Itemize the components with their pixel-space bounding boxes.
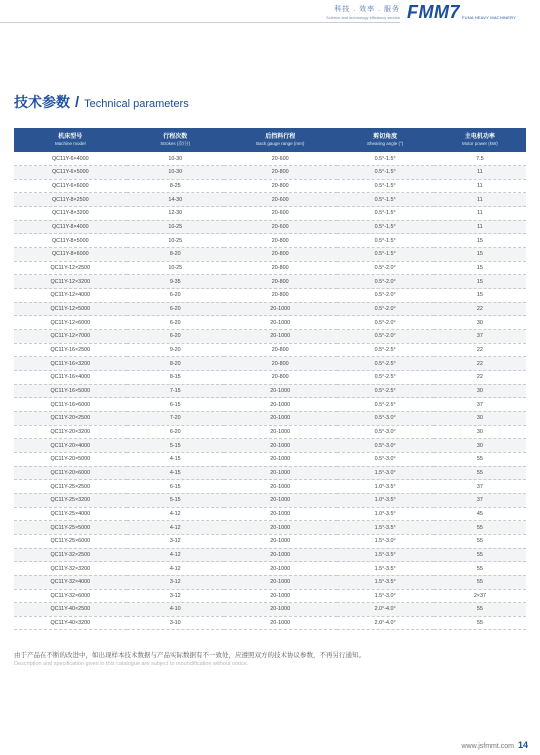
cell-strokes: 4-12	[127, 507, 224, 521]
cell-shearing-angle: 1.0°-3.5°	[337, 507, 434, 521]
cell-machine-model: QC11Y-12×2500	[14, 261, 127, 275]
cell-motor-power: 55	[434, 548, 526, 562]
page-footer	[461, 740, 528, 750]
cell-machine-model: QC11Y-25×4000	[14, 507, 127, 521]
technical-parameters-table	[14, 128, 526, 630]
cell-machine-model: QC11Y-40×2500	[14, 603, 127, 617]
cell-shearing-angle: 0.5°-1.5°	[337, 193, 434, 207]
cell-machine-model: QC11Y-6×6000	[14, 179, 127, 193]
table-row	[14, 616, 526, 630]
cell-back-gauge: 20-1000	[224, 534, 337, 548]
cell-motor-power: 45	[434, 507, 526, 521]
cell-shearing-angle: 1.5°-3.0°	[337, 466, 434, 480]
cell-machine-model: QC11Y-16×4000	[14, 371, 127, 385]
col-header-cn: 行程次数	[163, 134, 188, 140]
cell-motor-power: 55	[434, 466, 526, 480]
cell-strokes: 8-25	[127, 179, 224, 193]
cell-motor-power: 11	[434, 207, 526, 221]
table-row	[14, 521, 526, 535]
table-row	[14, 534, 526, 548]
col-header-en: Machine model	[55, 141, 86, 146]
cell-strokes: 3-10	[127, 616, 224, 630]
cell-strokes: 6-15	[127, 480, 224, 494]
cell-strokes: 3-12	[127, 589, 224, 603]
cell-machine-model: QC11Y-6×4000	[14, 152, 127, 166]
cell-shearing-angle: 0.5°-3.0°	[337, 411, 434, 425]
cell-strokes: 5-15	[127, 493, 224, 507]
table-body	[14, 152, 526, 630]
cell-motor-power: 55	[434, 616, 526, 630]
table-row	[14, 357, 526, 371]
cell-back-gauge: 20-1000	[224, 316, 337, 330]
cell-back-gauge: 20-1000	[224, 589, 337, 603]
cell-machine-model: QC11Y-6×5000	[14, 166, 127, 180]
cell-shearing-angle: 1.0°-3.5°	[337, 480, 434, 494]
cell-machine-model: QC11Y-32×3200	[14, 562, 127, 576]
page-title-slash: /	[75, 94, 80, 111]
cell-strokes: 14-30	[127, 193, 224, 207]
cell-back-gauge: 20-600	[224, 193, 337, 207]
cell-machine-model: QC11Y-12×5000	[14, 302, 127, 316]
cell-strokes: 10-30	[127, 166, 224, 180]
table-row	[14, 452, 526, 466]
cell-motor-power: 37	[434, 330, 526, 344]
cell-strokes: 10-25	[127, 261, 224, 275]
table-row	[14, 261, 526, 275]
page-title-cn: 技术参数	[14, 94, 70, 110]
cell-strokes: 4-15	[127, 452, 224, 466]
cell-machine-model: QC11Y-32×6000	[14, 589, 127, 603]
cell-shearing-angle: 0.5°-2.0°	[337, 330, 434, 344]
cell-motor-power: 22	[434, 302, 526, 316]
cell-shearing-angle: 1.5°-3.0°	[337, 589, 434, 603]
cell-back-gauge: 20-1000	[224, 521, 337, 535]
cell-shearing-angle: 1.5°-3.0°	[337, 534, 434, 548]
cell-motor-power: 55	[434, 521, 526, 535]
table-row	[14, 466, 526, 480]
cell-motor-power: 22	[434, 343, 526, 357]
cell-machine-model: QC11Y-8×2500	[14, 193, 127, 207]
cell-machine-model: QC11Y-20×6000	[14, 466, 127, 480]
cell-strokes: 12-30	[127, 207, 224, 221]
cell-back-gauge: 20-1000	[224, 480, 337, 494]
cell-shearing-angle: 0.5°-1.5°	[337, 234, 434, 248]
cell-back-gauge: 20-800	[224, 289, 337, 303]
cell-back-gauge: 20-1000	[224, 493, 337, 507]
cell-back-gauge: 20-1000	[224, 548, 337, 562]
cell-machine-model: QC11Y-12×4000	[14, 289, 127, 303]
cell-shearing-angle: 0.5°-2.5°	[337, 357, 434, 371]
cell-back-gauge: 20-1000	[224, 575, 337, 589]
cell-back-gauge: 20-1000	[224, 384, 337, 398]
disclaimer-en: Description and specification given in this catalogue are subject to moundification without notice.	[14, 661, 249, 667]
table-row	[14, 603, 526, 617]
page-number: 14	[517, 740, 528, 750]
cell-strokes: 5-15	[127, 439, 224, 453]
cell-back-gauge: 20-1000	[224, 466, 337, 480]
cell-machine-model: QC11Y-20×2500	[14, 411, 127, 425]
cell-motor-power: 11	[434, 166, 526, 180]
cell-machine-model: QC11Y-16×5000	[14, 384, 127, 398]
cell-machine-model: QC11Y-32×4000	[14, 575, 127, 589]
table-row	[14, 507, 526, 521]
table-row	[14, 548, 526, 562]
cell-strokes: 8-20	[127, 248, 224, 262]
col-header-cn: 后挡料行程	[265, 134, 296, 140]
col-header-en: Shearing angle (°)	[366, 141, 404, 146]
table-row	[14, 207, 526, 221]
table-row	[14, 220, 526, 234]
cell-shearing-angle: 1.5°-3.5°	[337, 548, 434, 562]
cell-strokes: 8-20	[127, 357, 224, 371]
cell-strokes: 6-20	[127, 302, 224, 316]
cell-shearing-angle: 1.5°-3.5°	[337, 575, 434, 589]
cell-back-gauge: 20-1000	[224, 425, 337, 439]
cell-machine-model: QC11Y-16×2500	[14, 343, 127, 357]
cell-back-gauge: 20-800	[224, 166, 337, 180]
col-header-shearing-angle	[337, 128, 434, 152]
cell-shearing-angle: 0.5°-2.0°	[337, 261, 434, 275]
cell-back-gauge: 20-800	[224, 343, 337, 357]
cell-machine-model: QC11Y-8×4000	[14, 220, 127, 234]
col-header-machine-model	[14, 128, 127, 152]
cell-strokes: 4-12	[127, 562, 224, 576]
header-tagline	[326, 4, 400, 20]
cell-shearing-angle: 2.0°-4.0°	[337, 603, 434, 617]
tagline-en: Science and technology efficiency service	[326, 15, 400, 20]
cell-strokes: 6-20	[127, 425, 224, 439]
table-row	[14, 302, 526, 316]
cell-shearing-angle: 0.5°-3.0°	[337, 439, 434, 453]
col-header-en: Back gauge range (mm)	[256, 141, 305, 146]
cell-back-gauge: 20-1000	[224, 439, 337, 453]
table-row	[14, 398, 526, 412]
cell-machine-model: QC11Y-20×5000	[14, 452, 127, 466]
cell-motor-power: 7.5	[434, 152, 526, 166]
cell-machine-model: QC11Y-20×3200	[14, 425, 127, 439]
cell-machine-model: QC11Y-12×6000	[14, 316, 127, 330]
cell-back-gauge: 20-1000	[224, 507, 337, 521]
cell-machine-model: QC11Y-32×2500	[14, 548, 127, 562]
cell-back-gauge: 20-1000	[224, 616, 337, 630]
cell-shearing-angle: 0.5°-3.0°	[337, 425, 434, 439]
cell-motor-power: 55	[434, 534, 526, 548]
col-header-en: Strokes (次/分)	[160, 141, 191, 146]
col-header-cn: 主电机功率	[464, 134, 495, 140]
cell-shearing-angle: 0.5°-2.5°	[337, 343, 434, 357]
cell-machine-model: QC11Y-12×7000	[14, 330, 127, 344]
cell-strokes: 6-20	[127, 289, 224, 303]
cell-shearing-angle: 1.5°-3.5°	[337, 521, 434, 535]
cell-back-gauge: 20-800	[224, 275, 337, 289]
table-row	[14, 371, 526, 385]
page-title-en: Technical parameters	[84, 98, 189, 110]
table-row	[14, 330, 526, 344]
table-row	[14, 166, 526, 180]
header-rule	[0, 22, 400, 23]
cell-motor-power: 55	[434, 562, 526, 576]
table-row	[14, 193, 526, 207]
cell-machine-model: QC11Y-25×3200	[14, 493, 127, 507]
cell-motor-power: 55	[434, 452, 526, 466]
cell-motor-power: 11	[434, 193, 526, 207]
cell-motor-power: 30	[434, 411, 526, 425]
col-header-strokes	[127, 128, 224, 152]
cell-back-gauge: 20-1000	[224, 562, 337, 576]
cell-motor-power: 22	[434, 357, 526, 371]
cell-strokes: 4-12	[127, 521, 224, 535]
brand-logo: FMM7	[407, 2, 460, 22]
table-row	[14, 152, 526, 166]
cell-back-gauge: 20-600	[224, 152, 337, 166]
cell-machine-model: QC11Y-12×3200	[14, 275, 127, 289]
cell-motor-power: 15	[434, 234, 526, 248]
table-row	[14, 411, 526, 425]
cell-motor-power: 30	[434, 384, 526, 398]
cell-back-gauge: 20-800	[224, 261, 337, 275]
col-header-cn: 剪切角度	[373, 134, 398, 140]
cell-back-gauge: 20-1000	[224, 452, 337, 466]
cell-machine-model: QC11Y-8×5000	[14, 234, 127, 248]
cell-strokes: 3-12	[127, 534, 224, 548]
brand-logo-subtitle: FUNA HEAVY MACHINERY	[462, 15, 517, 20]
table-row	[14, 234, 526, 248]
table-row	[14, 316, 526, 330]
table-row	[14, 384, 526, 398]
cell-motor-power: 11	[434, 179, 526, 193]
table-header-row	[14, 128, 526, 152]
table-row	[14, 439, 526, 453]
cell-motor-power: 37	[434, 398, 526, 412]
table-row	[14, 425, 526, 439]
cell-motor-power: 30	[434, 425, 526, 439]
cell-back-gauge: 20-800	[224, 248, 337, 262]
cell-back-gauge: 20-1000	[224, 302, 337, 316]
table-row	[14, 562, 526, 576]
cell-machine-model: QC11Y-16×3200	[14, 357, 127, 371]
cell-machine-model: QC11Y-25×2500	[14, 480, 127, 494]
cell-strokes: 6-20	[127, 316, 224, 330]
website-url: www.jsfmmt.com	[461, 743, 514, 750]
cell-motor-power: 37	[434, 493, 526, 507]
cell-strokes: 4-10	[127, 603, 224, 617]
cell-back-gauge: 20-800	[224, 234, 337, 248]
cell-motor-power: 55	[434, 575, 526, 589]
col-header-en: Motor power (kW)	[462, 141, 498, 146]
cell-back-gauge: 20-600	[224, 220, 337, 234]
cell-shearing-angle: 0.5°-1.5°	[337, 152, 434, 166]
cell-back-gauge: 20-1000	[224, 330, 337, 344]
cell-shearing-angle: 0.5°-2.0°	[337, 302, 434, 316]
cell-shearing-angle: 0.5°-1.5°	[337, 220, 434, 234]
cell-machine-model: QC11Y-25×5000	[14, 521, 127, 535]
table-row	[14, 589, 526, 603]
disclaimer-note	[14, 650, 365, 667]
cell-shearing-angle: 0.5°-2.0°	[337, 275, 434, 289]
cell-strokes: 4-12	[127, 548, 224, 562]
cell-strokes: 8-15	[127, 371, 224, 385]
cell-shearing-angle: 0.5°-1.5°	[337, 248, 434, 262]
cell-back-gauge: 20-800	[224, 357, 337, 371]
table-row	[14, 493, 526, 507]
cell-shearing-angle: 1.5°-3.5°	[337, 562, 434, 576]
table-row	[14, 343, 526, 357]
page-title	[14, 92, 189, 112]
table-row	[14, 275, 526, 289]
cell-machine-model: QC11Y-20×4000	[14, 439, 127, 453]
col-header-motor-power	[434, 128, 526, 152]
cell-back-gauge: 20-800	[224, 179, 337, 193]
cell-strokes: 4-15	[127, 466, 224, 480]
cell-machine-model: QC11Y-25×6000	[14, 534, 127, 548]
cell-strokes: 7-20	[127, 411, 224, 425]
cell-shearing-angle: 0.5°-1.5°	[337, 207, 434, 221]
cell-shearing-angle: 2.0°-4.0°	[337, 616, 434, 630]
disclaimer-cn: 由于产品在不断的改进中，如出现样本技术数据与产品实际数据有不一致处，应遵照双方的技术协议参数，不再另行通知。	[14, 652, 365, 659]
cell-shearing-angle: 1.0°-3.5°	[337, 493, 434, 507]
cell-machine-model: QC11Y-40×3200	[14, 616, 127, 630]
table-row	[14, 289, 526, 303]
cell-strokes: 6-20	[127, 330, 224, 344]
cell-motor-power: 15	[434, 261, 526, 275]
cell-strokes: 7-15	[127, 384, 224, 398]
cell-back-gauge: 20-600	[224, 207, 337, 221]
col-header-back-gauge	[224, 128, 337, 152]
cell-strokes: 6-15	[127, 398, 224, 412]
cell-back-gauge: 20-1000	[224, 398, 337, 412]
cell-shearing-angle: 0.5°-2.5°	[337, 398, 434, 412]
cell-shearing-angle: 0.5°-2.0°	[337, 289, 434, 303]
tagline-cn: 科技 . 效率 . 服务	[334, 6, 400, 13]
cell-shearing-angle: 0.5°-1.5°	[337, 166, 434, 180]
cell-motor-power: 15	[434, 248, 526, 262]
cell-strokes: 10-25	[127, 234, 224, 248]
cell-back-gauge: 20-800	[224, 371, 337, 385]
cell-shearing-angle: 0.5°-2.5°	[337, 371, 434, 385]
cell-motor-power: 55	[434, 603, 526, 617]
cell-machine-model: QC11Y-16×6000	[14, 398, 127, 412]
cell-strokes: 10-25	[127, 220, 224, 234]
cell-machine-model: QC11Y-8×6000	[14, 248, 127, 262]
cell-machine-model: QC11Y-8×3200	[14, 207, 127, 221]
table-row	[14, 575, 526, 589]
cell-shearing-angle: 0.5°-3.0°	[337, 452, 434, 466]
cell-shearing-angle: 0.5°-2.0°	[337, 316, 434, 330]
cell-motor-power: 37	[434, 480, 526, 494]
cell-back-gauge: 20-1000	[224, 411, 337, 425]
table-row	[14, 480, 526, 494]
cell-motor-power: 15	[434, 289, 526, 303]
cell-motor-power: 15	[434, 275, 526, 289]
cell-back-gauge: 20-1000	[224, 603, 337, 617]
cell-motor-power: 2×37	[434, 589, 526, 603]
table-row	[14, 248, 526, 262]
cell-shearing-angle: 0.5°-2.5°	[337, 384, 434, 398]
cell-motor-power: 30	[434, 316, 526, 330]
col-header-cn: 机床型号	[58, 134, 83, 140]
cell-motor-power: 22	[434, 371, 526, 385]
cell-motor-power: 11	[434, 220, 526, 234]
cell-strokes: 9-20	[127, 343, 224, 357]
table-row	[14, 179, 526, 193]
cell-strokes: 9-35	[127, 275, 224, 289]
cell-shearing-angle: 0.5°-1.5°	[337, 179, 434, 193]
cell-strokes: 10-30	[127, 152, 224, 166]
cell-strokes: 3-12	[127, 575, 224, 589]
cell-motor-power: 30	[434, 439, 526, 453]
